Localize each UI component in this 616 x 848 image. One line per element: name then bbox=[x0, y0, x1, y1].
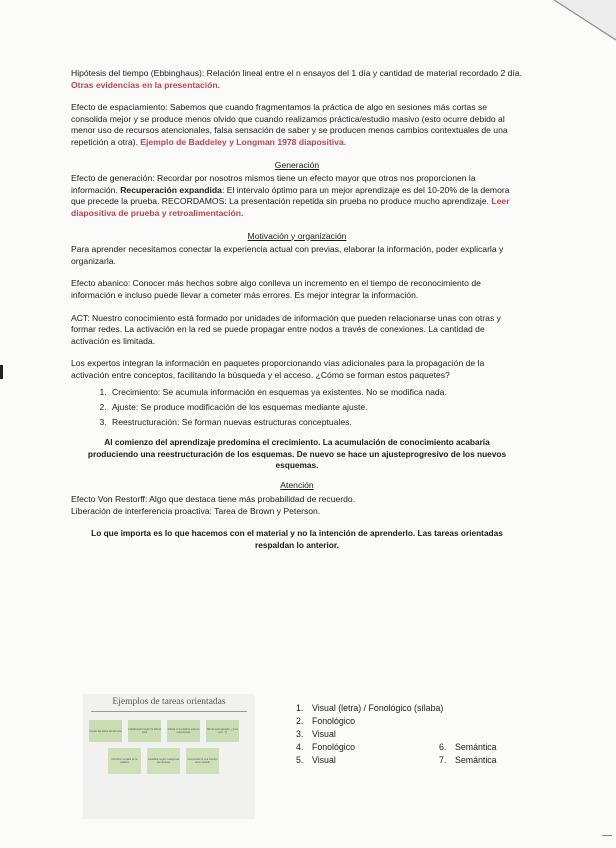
task-card: Contar las letras del término bbox=[89, 720, 122, 742]
paragraph-act: ACT: Nuestro conocimiento está formado por unidades de información que pueden relacionarse unas con otras y formar redes. La activación en la red se puede propagar entre nodos a través de conexiones. La cantidad de activación es limitada. bbox=[71, 312, 501, 346]
task-examples-figure bbox=[83, 694, 255, 819]
task-card: Rimas (por ejemplo, ¿rima con...?) bbox=[206, 720, 239, 742]
highlight-note: Ejemplo de Baddeley y Longman 1978 diapositiva. bbox=[140, 136, 347, 147]
paragraph-text: Efecto de espaciamiento: Sabemos que cuando fragmentamos la práctica de algo en sesiones más cortas se consolida mejor y se produce menos olvido que cuando realizamos práctica/estudio masivo (esto ocurre debido al menor uso de recursos atencionales, falsa sensación de saber y se producen menos cambios contextuales de una repetición a otra). bbox=[71, 102, 508, 147]
list-item: 5. Visual bbox=[296, 755, 336, 765]
summary-crecimiento: Al comienzo del aprendizaje predomina el crecimiento. La acumulación de conocimiento acabaría produciendo una reestructuración de los esquemas. De nuevo se hace un ajusteprogresivo de los nuevos esquemas. bbox=[87, 437, 507, 471]
task-card: Clasificación según la última letra bbox=[128, 720, 161, 742]
paragraph-generacion bbox=[71, 173, 523, 219]
document-body bbox=[71, 68, 523, 560]
page-fold-shadow bbox=[476, 0, 616, 60]
list-item: 6. Semántica bbox=[439, 742, 497, 752]
tasks-section bbox=[83, 694, 561, 824]
list-item: 7. Semántica bbox=[439, 755, 497, 765]
section-heading-atencion: Atención bbox=[280, 480, 314, 491]
figure-title: Ejemplos de tareas orientadas bbox=[112, 697, 226, 707]
list-item: 3. Visual bbox=[296, 729, 336, 739]
task-card: Indicar si la palabra está en mayúsculas bbox=[167, 720, 200, 742]
paragraph-text: Efecto de generación: Recordar por nosotros mismos tiene un efecto mayor que otros nos proporcionen la información. bbox=[71, 173, 476, 195]
scan-edge-mark bbox=[0, 365, 3, 379]
list-item: 2. Ajuste: Se produce modificación de los esquemas mediante ajuste. bbox=[109, 402, 523, 414]
paragraph-ebbinghaus bbox=[71, 68, 523, 91]
task-card: Comprobar si una oración tiene sentido bbox=[186, 748, 219, 774]
figure-divider bbox=[91, 711, 247, 712]
list-item: 3. Reestructuración: Se forman nuevas estructuras conceptuales. bbox=[109, 417, 523, 429]
section-heading-generacion: Generación bbox=[274, 159, 320, 170]
paragraph-text: : El intervalo óptimo para un mejor aprendizaje es del 10-20% de la demora que precede la prueba. RECORDAMOS: La presentación repetida sin prueba no produce mucho aprendizaje. bbox=[71, 184, 510, 207]
section-heading-motivacion: Motivación y organización bbox=[247, 230, 347, 241]
paragraph-von-restorff: Efecto Von Restorff: Algo que destaca tiene más probabilidad de recuerdo. bbox=[71, 494, 356, 505]
atencion-lines bbox=[71, 494, 523, 517]
list-item: 1. Visual (letra) / Fonológico (sílaba) bbox=[296, 703, 444, 713]
highlight-note: Leer diapositiva de prueba y retroalimentación. bbox=[71, 196, 510, 218]
list-item: 4. Fonológico bbox=[296, 742, 356, 752]
paragraph-conectar: Para aprender necesitamos conectar la experiencia actual con previas, elaborar la información, poder explicarla y organizarla. bbox=[71, 244, 504, 266]
summary-tareas: Lo que importa es lo que hacemos con el material y no la intención de aprenderlo. Las tareas orientadas respaldan lo anterior. bbox=[91, 528, 503, 550]
highlight-note: Otras evidencias en la presentación. bbox=[71, 79, 221, 90]
paragraph-text: Hipótesis del tiempo (Ebbinghaus): Relación lineal entre el n ensayos del 1 día y cantidad de material recordado 2 día. bbox=[71, 68, 522, 78]
scan-edge-mark bbox=[602, 835, 612, 836]
paragraph-efecto-abanico: Efecto abanico: Conocer más hechos sobre algo conlleva un incremento en el tiempo de reconocimiento de información e incluso puede llevar a cometer más errores. Es mejor integrar la información. bbox=[71, 278, 481, 300]
schema-list bbox=[71, 387, 523, 428]
paragraph-expertos: Los expertos integran la información en paquetes proporcionando vías adicionales para la propagación de la activación entre conceptos, facilitando la búsqueda y el acceso. ¿Cómo se forman estos paquetes? bbox=[71, 358, 485, 380]
bold-term: Recuperación expandida bbox=[120, 184, 222, 195]
list-item: 2. Fonológico bbox=[296, 716, 356, 726]
paragraph-interferencia: Liberación de interferencia proactiva: Tarea de Brown y Peterson. bbox=[71, 505, 321, 516]
paragraph-espaciamiento bbox=[71, 102, 523, 148]
task-card: Clasificar según categorías semánticas bbox=[147, 748, 180, 774]
task-type-list-right bbox=[439, 741, 529, 767]
task-card: Nombrar vocales de la palabra bbox=[108, 748, 141, 774]
list-item: 1. Crecimiento: Se acumula información en esquemas ya existentes. No se modifica nada. bbox=[109, 387, 523, 399]
